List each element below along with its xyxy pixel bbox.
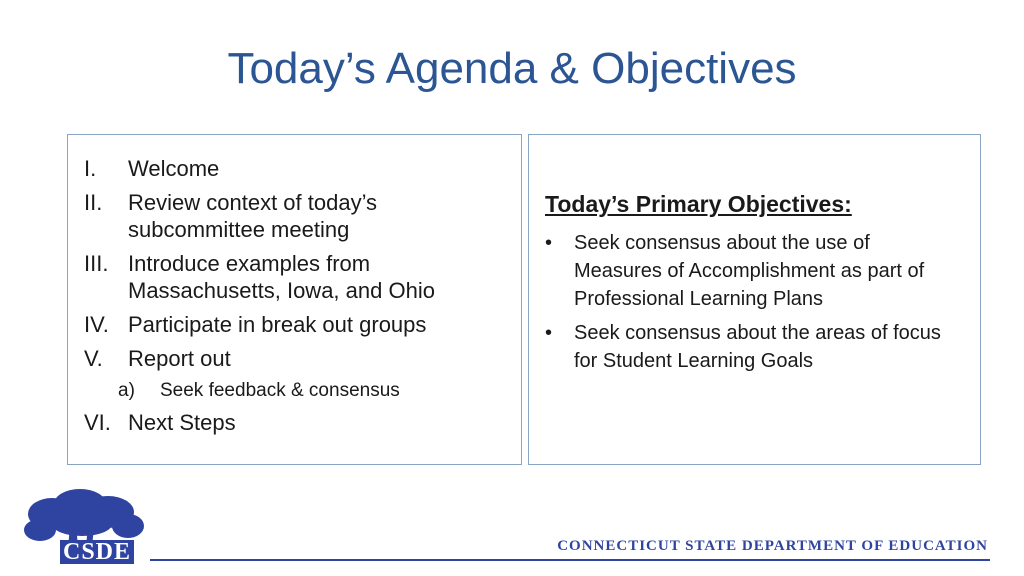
agenda-item-number: I. xyxy=(84,156,97,181)
csde-logo-text: CSDE xyxy=(60,540,134,564)
agenda-item-number: VI. xyxy=(84,410,111,435)
agenda-item-number: V. xyxy=(84,346,103,371)
agenda-list xyxy=(68,135,521,436)
agenda-item xyxy=(84,409,521,436)
agenda-item xyxy=(84,250,521,304)
agenda-item xyxy=(84,155,521,182)
agenda-item xyxy=(84,311,521,338)
agenda-item-text: Welcome xyxy=(128,156,220,181)
agenda-item-number: III. xyxy=(84,251,109,276)
bullet-icon: • xyxy=(545,322,553,344)
agenda-item xyxy=(84,189,521,243)
agenda-item-number: IV. xyxy=(84,312,109,337)
agenda-subitem xyxy=(118,379,521,403)
agenda-subitem-letter: a) xyxy=(118,380,135,401)
bullet-icon: • xyxy=(545,232,553,254)
page-title: Today’s Agenda & Objectives xyxy=(227,44,797,93)
objective-text: Seek consensus about the areas of focus for Student Learning Goals xyxy=(574,322,941,372)
objective-item xyxy=(545,229,962,313)
agenda-panel xyxy=(67,134,522,465)
objectives-list xyxy=(545,229,962,381)
agenda-item-text: Participate in break out groups xyxy=(128,312,427,337)
objectives-heading: Today’s Primary Objectives: xyxy=(545,191,852,217)
department-name: CONNECTICUT STATE DEPARTMENT OF EDUCATION xyxy=(551,538,988,555)
agenda-item-text: Review context of today’s subcommittee meeting xyxy=(128,190,378,242)
agenda-subitem-text: Seek feedback & consensus xyxy=(160,380,400,401)
objective-text: Seek consensus about the use of Measures of Accomplishment as part of Professional Learning Plans xyxy=(574,232,925,310)
footer-divider xyxy=(150,559,990,561)
agenda-item-number: II. xyxy=(84,190,103,215)
agenda-item-text: Next Steps xyxy=(128,410,236,435)
agenda-item-text: Report out xyxy=(128,346,231,371)
agenda-item xyxy=(84,345,521,372)
objectives-panel xyxy=(528,134,981,465)
objective-item xyxy=(545,319,962,375)
agenda-item-text: Introduce examples from Massachusetts, Iowa, and Ohio xyxy=(128,251,435,303)
